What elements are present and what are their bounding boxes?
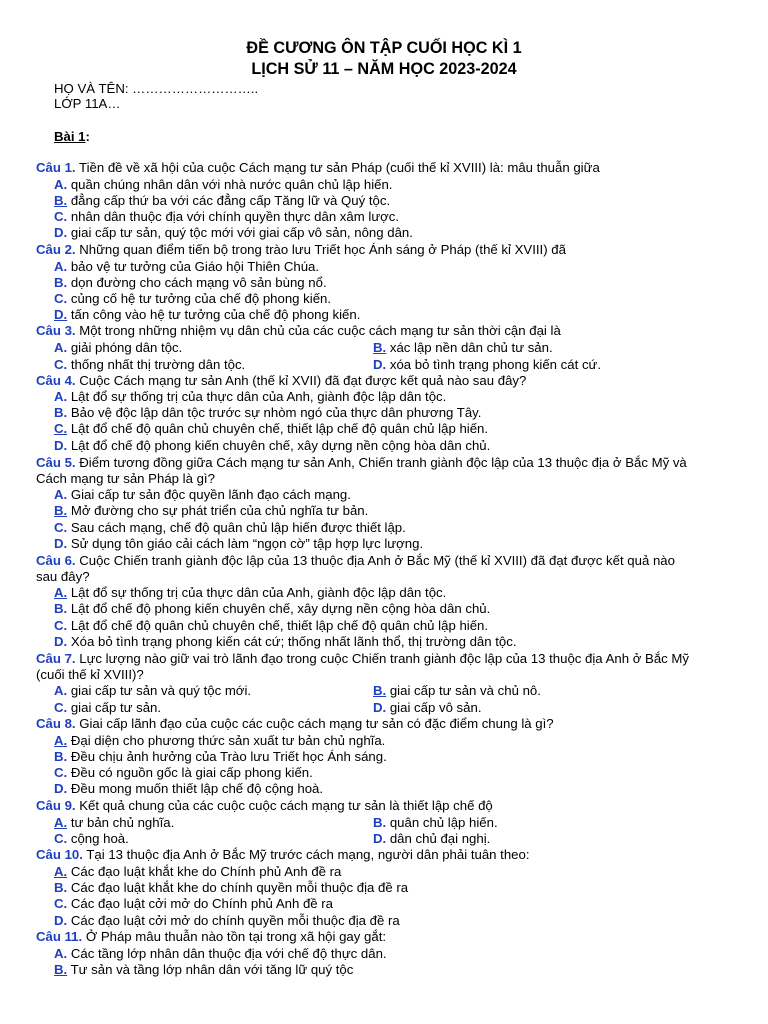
answer-option bbox=[54, 209, 399, 225]
option-letter: C. bbox=[54, 421, 68, 436]
option-letter: A. bbox=[54, 585, 68, 600]
question-line bbox=[36, 651, 689, 667]
answer-option bbox=[54, 946, 387, 962]
answer-option bbox=[54, 389, 446, 405]
answer-option bbox=[54, 962, 353, 978]
answer-option bbox=[54, 536, 423, 552]
question-text: Lực lượng nào giữ vai trò lãnh đạo trong cuộc Chiến tranh giành độc lập của 13 thuộc địa Anh ở Bắc Mỹ bbox=[75, 651, 689, 666]
question-number: Câu 11. bbox=[36, 929, 83, 944]
option-letter: D. bbox=[54, 634, 68, 649]
option-text: xóa bỏ tình trạng phong kiến cát cứ. bbox=[386, 357, 602, 372]
answer-option bbox=[54, 601, 490, 617]
option-letter: B. bbox=[54, 275, 68, 290]
option-text: giai cấp tư sản và quý tộc mới. bbox=[67, 683, 252, 698]
answer-option bbox=[54, 307, 360, 323]
option-text: Đều mong muốn thiết lập chế độ cộng hoà. bbox=[67, 781, 324, 796]
answer-option bbox=[54, 177, 392, 193]
question-text: (cuối thế kỉ XVIII)? bbox=[36, 667, 144, 682]
question-line bbox=[36, 455, 687, 471]
option-text: giai cấp tư sản và chủ nô. bbox=[386, 683, 541, 698]
option-letter: B. bbox=[373, 683, 387, 698]
answer-option bbox=[373, 815, 498, 831]
option-text: Các đạo luật cởi mở do chính quyền mỗi thuộc địa đề ra bbox=[67, 913, 400, 928]
question-text: Ở Pháp mâu thuẫn nào tồn tại trong xã hội gay gắt: bbox=[82, 929, 387, 944]
option-letter: B. bbox=[54, 405, 68, 420]
answer-option bbox=[54, 634, 517, 650]
question-number: Câu 4. bbox=[36, 373, 76, 388]
option-letter: D. bbox=[373, 357, 387, 372]
option-letter: C. bbox=[54, 520, 68, 535]
question-text: Điểm tương đồng giữa Cách mạng tư sản Anh, Chiến tranh giành độc lập của 13 thuộc địa ở Bắc Mỹ và bbox=[75, 455, 687, 470]
option-text: Đại diện cho phương thức sản xuất tư bản chủ nghĩa. bbox=[67, 733, 386, 748]
question-text: Cuộc Chiến tranh giành độc lập của 13 thuộc địa Anh ở Bắc Mỹ (thế kỉ XVIII) đã đạt được kết quả nào bbox=[75, 553, 675, 568]
answer-option bbox=[373, 357, 601, 373]
option-text: Các đạo luật khắt khe do chính quyền mỗi thuộc địa đề ra bbox=[67, 880, 409, 895]
question-continuation bbox=[36, 471, 215, 487]
option-text: Các đạo luật khắt khe do Chính phủ Anh đề ra bbox=[67, 864, 342, 879]
option-text: Bảo vệ độc lập dân tộc trước sự nhòm ngó của thực dân phương Tây. bbox=[67, 405, 482, 420]
option-text: nhân dân thuộc địa với chính quyền thực dân xâm lược. bbox=[67, 209, 400, 224]
question-text: Cách mạng tư sản Pháp là gì? bbox=[36, 471, 215, 486]
option-text: Lật đổ sự thống trị của thực dân của Anh, giành độc lập dân tộc. bbox=[67, 389, 447, 404]
question-number: Câu 8. bbox=[36, 716, 76, 731]
answer-option bbox=[54, 438, 490, 454]
option-letter: B. bbox=[373, 340, 387, 355]
option-text: Sau cách mạng, chế độ quân chủ lập hiến được thiết lập. bbox=[67, 520, 406, 535]
option-text: dọn đường cho cách mạng vô sản bùng nổ. bbox=[67, 275, 327, 290]
option-text: Sử dụng tôn giáo cải cách làm “ngọn cờ” tập hợp lực lượng. bbox=[67, 536, 424, 551]
question-text: sau đây? bbox=[36, 569, 90, 584]
option-text: Đều chịu ảnh hưởng của Trào lưu Triết học Ánh sáng. bbox=[67, 749, 387, 764]
option-text: cộng hoà. bbox=[67, 831, 129, 846]
answer-option bbox=[54, 749, 387, 765]
question-number: Câu 6. bbox=[36, 553, 76, 568]
answer-option bbox=[54, 275, 327, 291]
question-text: Tiền đề về xã hội của cuộc Cách mạng tư sản Pháp (cuối thế kỉ XVIII) là: mâu thuẫn giữa bbox=[75, 160, 600, 175]
option-letter: D. bbox=[54, 913, 68, 928]
answer-option bbox=[373, 831, 490, 847]
option-text: Lật đổ chế độ quân chủ chuyên chế, thiết lập chế độ quân chủ lập hiến. bbox=[67, 618, 489, 633]
answer-option bbox=[373, 683, 541, 699]
answer-option bbox=[54, 503, 368, 519]
answer-option bbox=[54, 864, 341, 880]
question-number: Câu 3. bbox=[36, 323, 76, 338]
section-label: Bài 1 bbox=[54, 129, 86, 144]
option-text: Các đạo luật cởi mở do Chính phủ Anh đề ra bbox=[67, 896, 334, 911]
option-text: thống nhất thị trường dân tộc. bbox=[67, 357, 246, 372]
option-text: Lật đổ chế độ phong kiến chuyên chế, xây dựng nền cộng hòa dân chủ. bbox=[67, 601, 491, 616]
option-letter: C. bbox=[54, 831, 68, 846]
question-number: Câu 1. bbox=[36, 160, 76, 175]
question-number: Câu 9. bbox=[36, 798, 76, 813]
question-text: Một trong những nhiệm vụ dân chủ của các cuộc cách mạng tư sản thời cận đại là bbox=[75, 323, 561, 338]
option-letter: C. bbox=[54, 209, 68, 224]
answer-option bbox=[54, 193, 390, 209]
question-line bbox=[36, 373, 526, 389]
option-letter: A. bbox=[54, 946, 68, 961]
question-number: Câu 10. bbox=[36, 847, 83, 862]
question-line bbox=[36, 716, 554, 732]
option-text: xác lập nền dân chủ tư sản. bbox=[386, 340, 553, 355]
option-letter: A. bbox=[54, 864, 68, 879]
document-title-line1: ĐỀ CƯƠNG ÔN TẬP CUỐI HỌC KÌ 1 bbox=[246, 39, 522, 57]
option-text: dân chủ đại nghị. bbox=[386, 831, 491, 846]
option-text: quần chúng nhân dân với nhà nước quân chủ lập hiến. bbox=[67, 177, 393, 192]
answer-option bbox=[54, 291, 331, 307]
option-letter: B. bbox=[54, 193, 68, 208]
answer-option bbox=[54, 733, 385, 749]
option-letter: C. bbox=[54, 765, 68, 780]
student-name-line: HỌ VÀ TÊN: ……………………….. bbox=[54, 81, 259, 96]
option-letter: B. bbox=[54, 503, 68, 518]
option-letter: D. bbox=[54, 536, 68, 551]
answer-option bbox=[373, 340, 553, 356]
option-text: Các tầng lớp nhân dân thuộc địa với chế độ thực dân. bbox=[67, 946, 387, 961]
question-text: Những quan điểm tiến bộ trong trào lưu Triết học Ánh sáng ở Pháp (thế kỉ XVIII) đã bbox=[75, 242, 566, 257]
answer-option bbox=[54, 585, 446, 601]
question-line bbox=[36, 160, 600, 176]
option-letter: C. bbox=[54, 896, 68, 911]
option-letter: D. bbox=[373, 700, 387, 715]
option-letter: A. bbox=[54, 177, 68, 192]
answer-option bbox=[54, 896, 333, 912]
answer-option bbox=[54, 781, 323, 797]
question-line bbox=[36, 242, 566, 258]
option-text: bảo vệ tư tưởng của Giáo hội Thiên Chúa. bbox=[67, 259, 320, 274]
option-letter: B. bbox=[54, 962, 68, 977]
question-number: Câu 5. bbox=[36, 455, 76, 470]
option-letter: A. bbox=[54, 340, 68, 355]
option-text: giai cấp tư sản. bbox=[67, 700, 162, 715]
question-line bbox=[36, 323, 561, 339]
answer-option bbox=[54, 405, 481, 421]
option-letter: A. bbox=[54, 815, 68, 830]
option-letter: D. bbox=[54, 225, 68, 240]
answer-option bbox=[54, 815, 174, 831]
option-letter: A. bbox=[54, 389, 68, 404]
option-text: Lật đổ chế độ phong kiến chuyên chế, xây dựng nền cộng hòa dân chủ. bbox=[67, 438, 491, 453]
option-letter: C. bbox=[54, 700, 68, 715]
answer-option bbox=[54, 520, 406, 536]
answer-option bbox=[54, 487, 351, 503]
option-letter: C. bbox=[54, 291, 68, 306]
answer-option bbox=[54, 259, 319, 275]
option-letter: B. bbox=[54, 749, 68, 764]
option-text: đẳng cấp thứ ba với các đẳng cấp Tăng lữ và Quý tộc. bbox=[67, 193, 391, 208]
option-letter: B. bbox=[54, 601, 68, 616]
question-line bbox=[36, 847, 529, 863]
question-continuation bbox=[36, 667, 144, 683]
answer-option bbox=[54, 765, 313, 781]
option-letter: C. bbox=[54, 357, 68, 372]
answer-option bbox=[54, 880, 408, 896]
question-continuation bbox=[36, 569, 90, 585]
question-text: Giai cấp lãnh đạo của cuộc các cuộc cách mạng tư sản có đặc điểm chung là gì? bbox=[75, 716, 554, 731]
option-letter: D. bbox=[54, 438, 68, 453]
option-text: Tư sản và tầng lớp nhân dân với tăng lữ quý tộc bbox=[67, 962, 354, 977]
option-text: Lật đổ sự thống trị của thực dân của Anh, giành độc lập dân tộc. bbox=[67, 585, 447, 600]
answer-option bbox=[54, 618, 488, 634]
option-text: Mở đường cho sự phát triển của chủ nghĩa tư bản. bbox=[67, 503, 369, 518]
option-text: giai cấp tư sản, quý tộc mới với giai cấp vô sản, nông dân. bbox=[67, 225, 413, 240]
option-letter: C. bbox=[54, 618, 68, 633]
question-text: Kết quả chung của các cuộc cuộc cách mạng tư sản là thiết lập chế độ bbox=[75, 798, 493, 813]
section-heading bbox=[54, 129, 90, 144]
option-letter: B. bbox=[373, 815, 387, 830]
question-line bbox=[36, 798, 493, 814]
answer-option bbox=[54, 357, 245, 373]
question-number: Câu 7. bbox=[36, 651, 76, 666]
option-letter: D. bbox=[54, 781, 68, 796]
question-text: Cuộc Cách mạng tư sản Anh (thế kỉ XVII) đã đạt được kết quả nào sau đây? bbox=[75, 373, 527, 388]
option-text: Xóa bỏ tình trạng phong kiến cát cứ; thống nhất lãnh thổ, thị trường dân tộc. bbox=[67, 634, 517, 649]
option-text: tấn công vào hệ tư tưởng của chế độ phong kiến. bbox=[67, 307, 361, 322]
answer-option bbox=[54, 683, 251, 699]
answer-option bbox=[54, 421, 488, 437]
question-line bbox=[36, 929, 386, 945]
option-text: quân chủ lập hiến. bbox=[386, 815, 498, 830]
option-text: củng cố hệ tư tưởng của chế độ phong kiến. bbox=[67, 291, 332, 306]
section-colon: : bbox=[85, 129, 90, 144]
answer-option bbox=[54, 831, 129, 847]
option-letter: B. bbox=[54, 880, 68, 895]
option-letter: A. bbox=[54, 259, 68, 274]
option-text: Lật đổ chế độ quân chủ chuyên chế, thiết lập chế độ quân chủ lập hiến. bbox=[67, 421, 489, 436]
answer-option bbox=[54, 340, 182, 356]
student-class-line: LỚP 11A… bbox=[54, 96, 121, 111]
answer-option bbox=[373, 700, 482, 716]
option-text: Đều có nguồn gốc là giai cấp phong kiến. bbox=[67, 765, 313, 780]
option-text: tư bản chủ nghĩa. bbox=[67, 815, 175, 830]
option-text: Giai cấp tư sản độc quyền lãnh đạo cách mạng. bbox=[67, 487, 351, 502]
option-letter: D. bbox=[54, 307, 68, 322]
question-text: Tại 13 thuộc địa Anh ở Bắc Mỹ trước cách mạng, người dân phải tuân theo: bbox=[82, 847, 530, 862]
question-number: Câu 2. bbox=[36, 242, 76, 257]
option-letter: A. bbox=[54, 683, 68, 698]
answer-option bbox=[54, 700, 161, 716]
option-text: giải phóng dân tộc. bbox=[67, 340, 183, 355]
answer-option bbox=[54, 913, 400, 929]
answer-option bbox=[54, 225, 413, 241]
option-letter: D. bbox=[373, 831, 387, 846]
option-letter: A. bbox=[54, 733, 68, 748]
option-letter: A. bbox=[54, 487, 68, 502]
document-title-line2: LỊCH SỬ 11 – NĂM HỌC 2023-2024 bbox=[251, 60, 517, 78]
option-text: giai cấp vô sản. bbox=[386, 700, 482, 715]
question-line bbox=[36, 553, 675, 569]
